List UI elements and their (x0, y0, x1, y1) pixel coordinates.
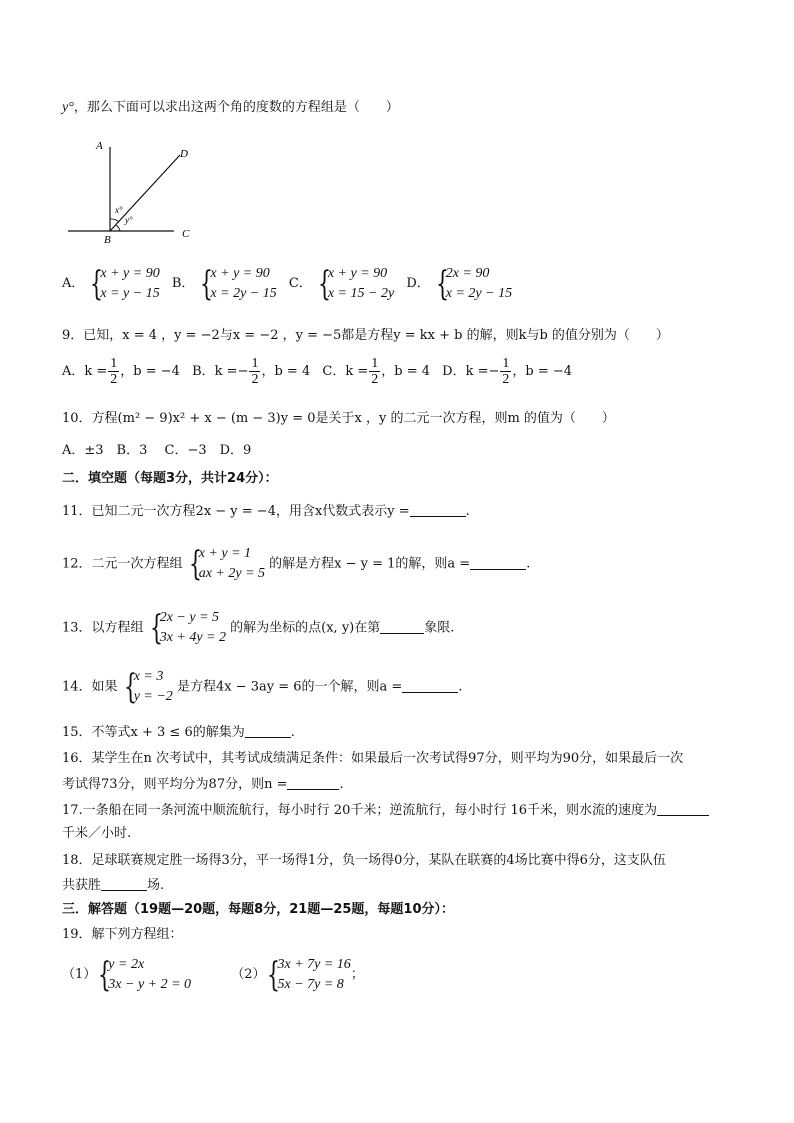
q18-answer-blank[interactable] (101, 876, 147, 891)
q16-answer-blank[interactable] (287, 775, 339, 790)
angle-figure (62, 135, 202, 250)
angle-arc-x (110, 219, 119, 222)
q18-line-2: 共获胜 场. (62, 878, 165, 893)
section-2-heading: 二．填空题（每题3分，共计24分）： (62, 471, 278, 486)
q14-answer-blank[interactable] (402, 678, 458, 693)
q9-option-a[interactable]: A．k = $\frac{1}{2}$ ，b = −4 (62, 356, 180, 387)
section-3-heading: 三．解答题（19题—20题，每题8分，21题—25题，每题10分）： (62, 902, 454, 917)
q18-line-1: 18．足球联赛规定胜一场得3分，平一场得1分，负一场得0分，某队在联赛的4场比赛中得6分，这支队伍 (62, 853, 666, 868)
q14: 14．如果 { x = 3 y = −2 是方程4x − 3ay = 6的一个解，则a = . (62, 667, 463, 707)
q8-options (62, 264, 520, 304)
q10-options[interactable]: A．±3 B．3 C．−3 D．9 (62, 443, 252, 458)
q10-stem: 10．方程(m² − 9)x² + x − (m − 3)y = 0是关于x ，y 的二元一次方程，则m 的值为（ ） (62, 411, 615, 426)
q19-part-2: （2） { 3x + 7y = 16 5x − 7y = 8 ； (231, 955, 364, 995)
q9-stem: 9．已知，x = 4 ，y = −2与x = −2 ，y = −5都是方程y = kx + b 的解，则k与b 的值分别为（ ） (62, 328, 669, 343)
q8-option-c[interactable]: C． { x + y = 90 x = 15 − 2y (288, 264, 395, 304)
q17-line-1: 17.一条船在同一条河流中顺流航行，每小时行 20千米；逆流航行，每小时行 16千米，则水流的速度为 (62, 801, 709, 820)
q8-option-d[interactable]: D． { 2x = 90 x = 2y − 15 (406, 264, 513, 304)
ray-bd (110, 155, 180, 231)
q9-option-d[interactable]: D．k = − $\frac{1}{2}$ ，b = −4 (442, 356, 573, 387)
q16-line-2: 考试得73分，则平均分为87分，则n = . (62, 777, 344, 792)
q9-options (62, 356, 580, 387)
q9-option-c[interactable]: C．k = $\frac{1}{2}$ ，b = 4 (322, 356, 430, 387)
q12: 12．二元一次方程组 { x + y = 1 ax + 2y = 5 的解是方程x − y = 1的解，则a = . (62, 544, 531, 584)
label-a: A (96, 140, 103, 152)
label-c: C (182, 228, 190, 240)
q16-line-1: 16．某学生在n 次考试中，其考试成绩满足条件：如果最后一次考试得97分，则平均为90分，如果最后一次 (62, 751, 684, 766)
q17-answer-blank[interactable] (657, 801, 709, 816)
q11-answer-blank[interactable] (410, 502, 466, 517)
q11: 11．已知二元一次方程2x − y = −4，用含x代数式表示y = . (62, 504, 470, 519)
label-d: D (180, 148, 188, 160)
label-x: x° (115, 205, 123, 215)
q8-stem-tail: y°，那么下面可以求出这两个角的度数的方程组是（ ） (62, 100, 399, 115)
q8-option-b[interactable]: B． { x + y = 90 x = 2y − 15 (171, 264, 277, 304)
q8-option-a[interactable]: A． { x + y = 90 x = y − 15 (62, 264, 160, 304)
q17-line-2: 千米／小时. (62, 826, 132, 841)
angle-arc-y (116, 225, 120, 231)
q15: 15．不等式x + 3 ≤ 6的解集为 . (62, 725, 295, 740)
q12-answer-blank[interactable] (470, 555, 526, 570)
label-y: y° (125, 215, 133, 225)
q19-stem: 19．解下列方程组： (62, 927, 183, 942)
label-b: B (104, 234, 111, 246)
q9-option-b[interactable]: B．k = − $\frac{1}{2}$ ，b = 4 (192, 356, 311, 387)
q19-part-1: （1） { y = 2x 3x − y + 2 = 0 (62, 955, 192, 995)
q13: 13．以方程组 { 2x − y = 5 3x + 4y = 2 的解为坐标的点(x, y)在第 象限. (62, 608, 455, 648)
q19-parts (62, 955, 372, 995)
q13-answer-blank[interactable] (380, 619, 424, 634)
q15-answer-blank[interactable] (245, 723, 291, 738)
